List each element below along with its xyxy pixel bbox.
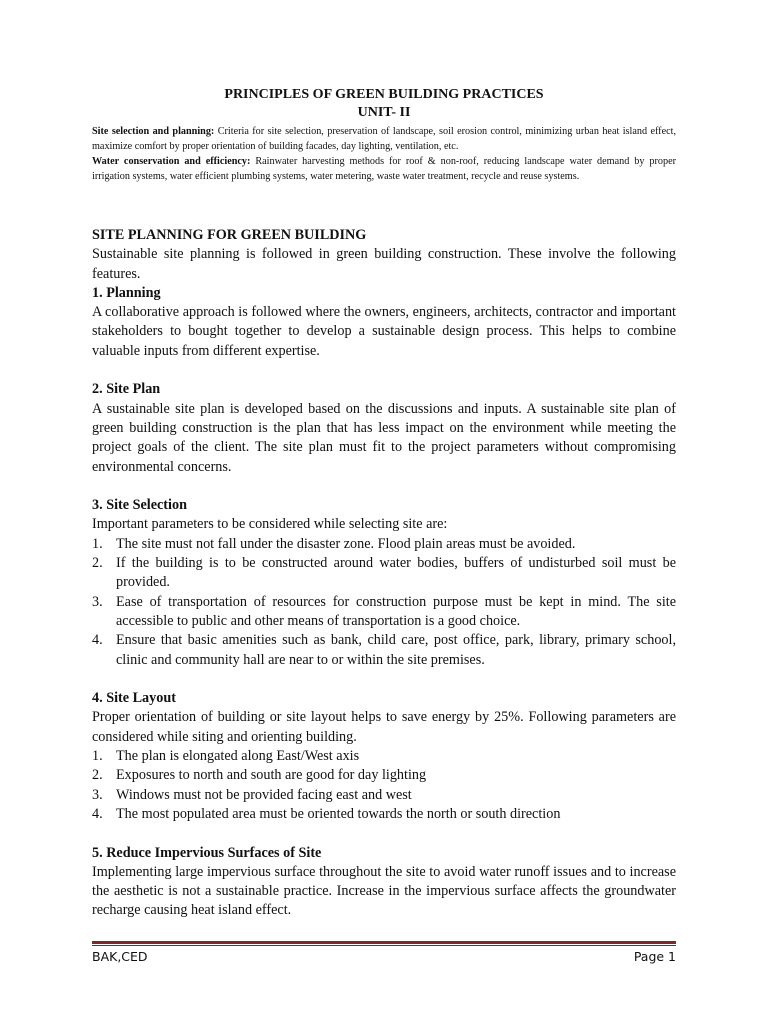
list-number: 3. [92, 786, 103, 803]
section-heading-site-layout: 4. Site Layout [92, 690, 176, 707]
section-heading-impervious: 5. Reduce Impervious Surfaces of Site [92, 844, 322, 861]
list-number: 4. [92, 632, 103, 649]
list-text: Windows must not be provided facing east and west [116, 786, 412, 803]
list-text: Exposures to north and south are good for day lighting [116, 767, 427, 784]
unit-label: UNIT- II [357, 105, 411, 120]
list-item [92, 747, 676, 766]
list-item [92, 631, 676, 670]
footer-rule-thin [92, 945, 676, 946]
list-item [92, 805, 676, 824]
syllabus-water-conservation [92, 154, 676, 184]
list-number: 2. [92, 767, 103, 784]
list-text: Ensure that basic amenities such as bank, child care, post office, park, library, primary school, clinic and community hall are near to or within the site premises. [116, 632, 676, 668]
main-heading: SITE PLANNING FOR GREEN BUILDING [92, 227, 367, 243]
syllabus-site-selection [92, 124, 676, 154]
section-heading-site-selection: 3. Site Selection [92, 497, 187, 514]
document-page [92, 86, 676, 921]
section-text-site-layout: Proper orientation of building or site layout helps to save energy by 25%. Following parameters are considered while siting and orienting building. [92, 709, 676, 745]
section-text-site-selection: Important parameters to be considered while selecting site are: [92, 516, 448, 533]
list-number: 1. [92, 748, 103, 765]
section-heading-site-plan: 2. Site Plan [92, 381, 161, 398]
footer-rule-thick [92, 941, 676, 944]
section-text-planning: A collaborative approach is followed where the owners, engineers, architects, contractor and important stakeholders to bought together to develop a sustainable design process. This helps to combine valuable inputs from different expertise. [92, 304, 676, 359]
list-number: 3. [92, 593, 103, 610]
section-text-site-plan: A sustainable site plan is developed based on the discussions and inputs. A sustainable site plan of green building construction is the plan that has less impact on the environment while meeting the project goals of the client. The site plan must fit to the project parameters without compromising environmental concerns. [92, 400, 676, 475]
list-text: The site must not fall under the disaster zone. Flood plain areas must be avoided. [116, 535, 576, 552]
site-selection-list [92, 535, 676, 670]
document-title: PRINCIPLES OF GREEN BUILDING PRACTICES [224, 87, 544, 102]
section-heading-planning: 1. Planning [92, 284, 161, 301]
list-number: 2. [92, 555, 103, 572]
list-number: 4. [92, 805, 103, 822]
footer-author: BAK,CED [92, 949, 148, 964]
syllabus-text: Rainwater harvesting methods for roof & non-roof, reducing landscape water demand by proper irrigation systems, water efficient plumbing systems, water metering, waste water treatment, recycle and reuse systems. [92, 156, 676, 182]
section-text-impervious: Implementing large impervious surface throughout the site to avoid water runoff issues and to increase the aesthetic is not a sustainable practice. Increase in the impervious surface affects the groundwater recharge causing heat island effect. [92, 863, 676, 919]
list-number: 1. [92, 535, 103, 552]
list-item [92, 554, 676, 593]
site-layout-list [92, 747, 676, 824]
syllabus-label: Water conservation and efficiency: [92, 156, 251, 167]
list-item [92, 766, 676, 785]
page-number: Page 1 [633, 949, 676, 964]
document-body [92, 226, 676, 921]
list-item [92, 593, 676, 632]
list-item [92, 786, 676, 805]
syllabus-label: Site selection and planning: [92, 126, 215, 137]
list-text: Ease of transportation of resources for construction purpose must be kept in mind. The site accessible to public and other means of transportation is a good choice. [116, 593, 676, 629]
list-item [92, 535, 676, 554]
intro-paragraph: Sustainable site planning is followed in green building construction. These involve the following features. [92, 246, 676, 282]
list-text: The most populated area must be oriented towards the north or south direction [116, 805, 561, 822]
list-text: The plan is elongated along East/West axis [116, 748, 360, 765]
list-text: If the building is to be constructed around water bodies, buffers of undisturbed soil must be provided. [116, 555, 676, 591]
syllabus-text: Criteria for site selection, preservation of landscape, soil erosion control, minimizing urban heat island effect, maximize comfort by proper orientation of building facades, day lighting, ventilation, etc. [92, 126, 676, 152]
